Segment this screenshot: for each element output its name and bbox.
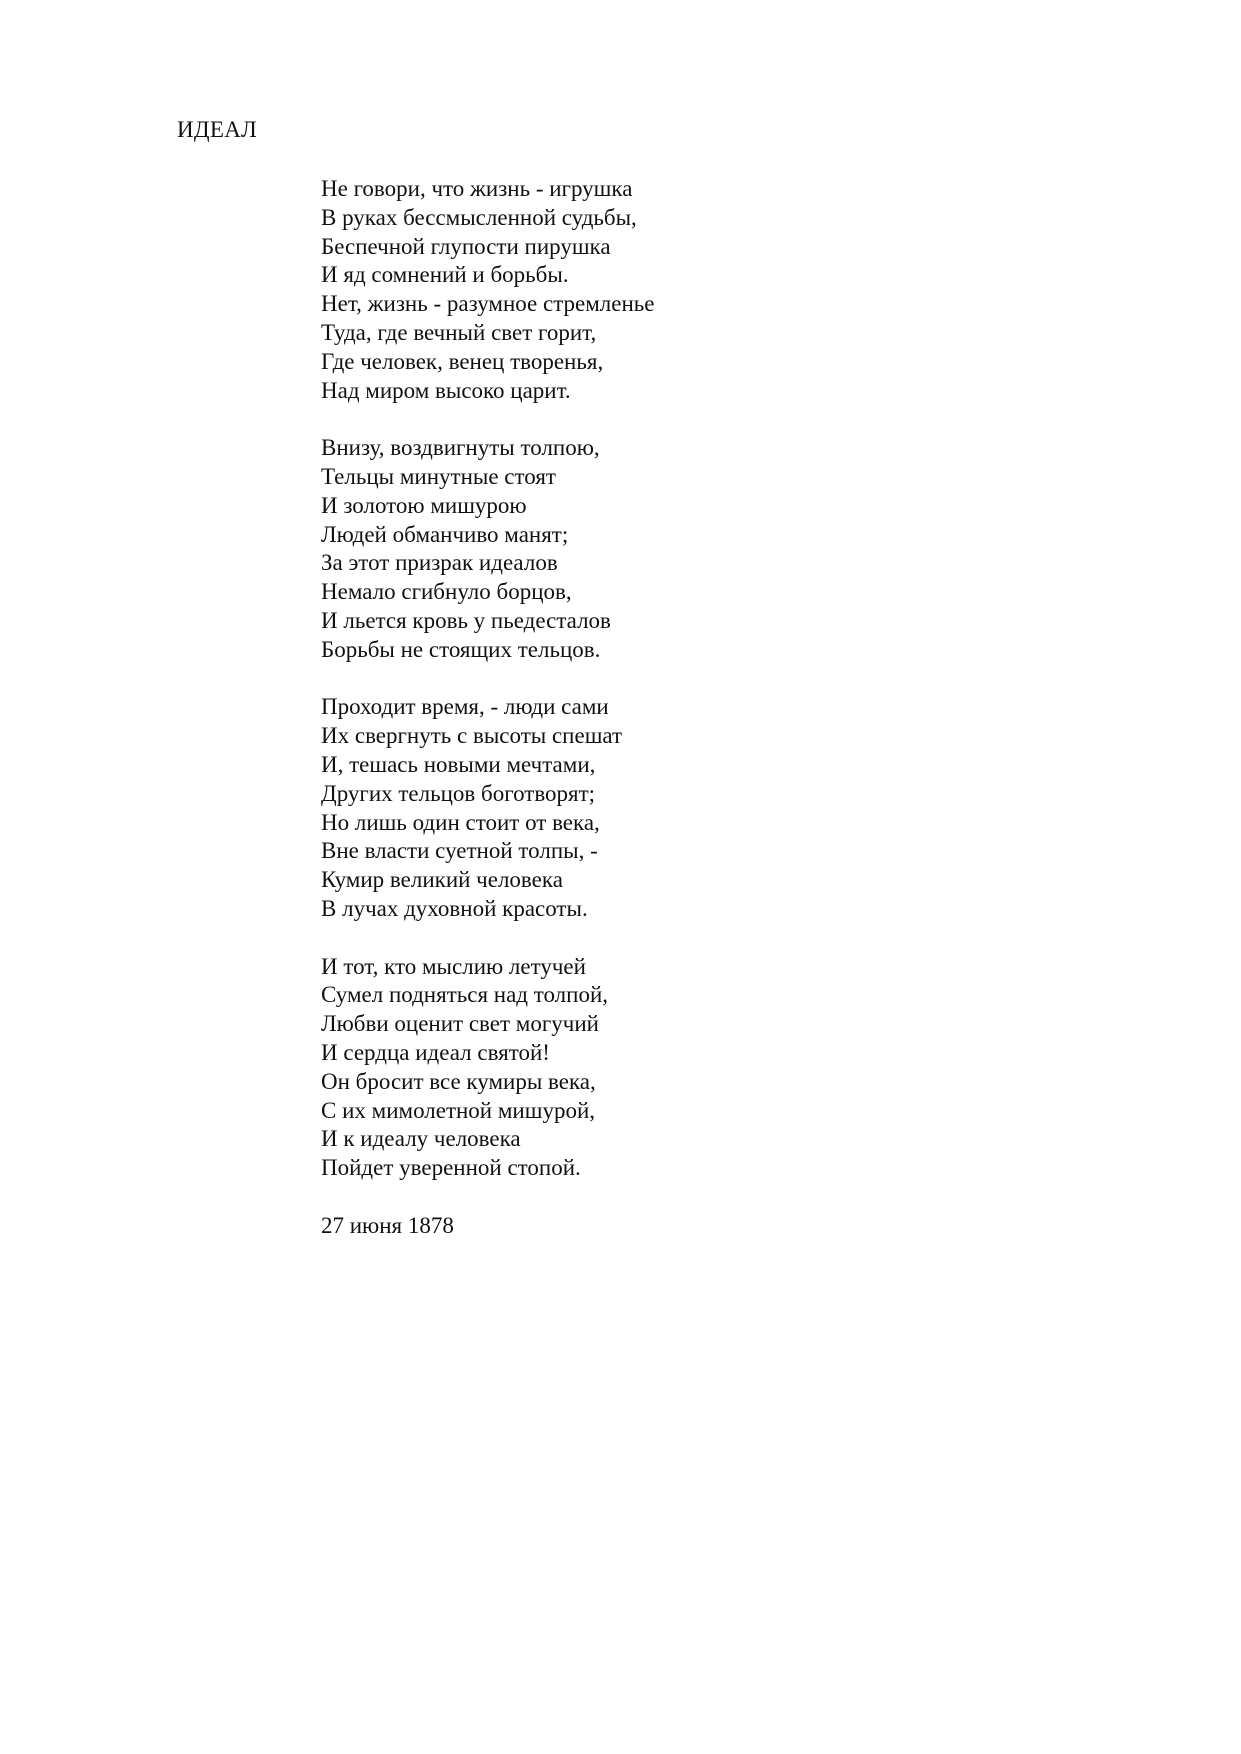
poem-line: С их мимолетной мишурой, [321, 1097, 596, 1123]
poem-body [321, 175, 1121, 1240]
poem-line: Пойдет уверенной стопой. [321, 1155, 581, 1181]
poem-line: Кумир великий человека [321, 867, 563, 893]
poem-line: Внизу, воздвигнуты толпою, [321, 435, 600, 461]
poem-line: Сумел подняться над толпой, [321, 982, 609, 1008]
poem-line: Где человек, венец творенья, [321, 348, 604, 374]
poem-line: Он бросит все кумиры века, [321, 1068, 596, 1094]
poem-line: Нет, жизнь - разумное стремленье [321, 291, 655, 317]
poem-line: И к идеалу человека [321, 1126, 521, 1152]
poem-line: Проходит время, - люди сами [321, 694, 609, 720]
poem-line: И тот, кто мыслию летучей [321, 953, 586, 979]
poem-title: ИДЕАЛ [177, 117, 258, 142]
poem-line: Других тельцов боготворят; [321, 780, 596, 806]
poem-date: 27 июня 1878 [321, 1212, 454, 1238]
poem-line: В лучах духовной красоты. [321, 895, 588, 921]
poem-line: Людей обманчиво манят; [321, 521, 569, 547]
poem-line: Беспечной глупости пирушка [321, 233, 611, 259]
poem-line: Их свергнуть с высоты спешат [321, 723, 623, 749]
stanza-2 [321, 434, 1121, 664]
poem-line: В руках бессмысленной судьбы, [321, 204, 637, 230]
poem-line: Но лишь один стоит от века, [321, 809, 600, 835]
poem-line: И золотою мишурою [321, 492, 527, 518]
poem-line: Туда, где вечный свет горит, [321, 319, 597, 345]
stanza-1 [321, 175, 1121, 405]
stanza-4 [321, 953, 1121, 1183]
poem-line: За этот призрак идеалов [321, 550, 558, 576]
poem-line: И льется кровь у пьедесталов [321, 607, 611, 633]
poem-line: И яд сомнений и борьбы. [321, 262, 569, 288]
poem-line: Над миром высоко царит. [321, 377, 571, 403]
poem-line: Любви оценит свет могучий [321, 1011, 599, 1037]
poem-line: Тельцы минутные стоят [321, 463, 556, 489]
stanza-3 [321, 693, 1121, 923]
poem-line: Вне власти суетной толпы, - [321, 838, 598, 864]
poem-line: И, тешась новыми мечтами, [321, 751, 596, 777]
poem-line: Немало сгибнуло борцов, [321, 579, 572, 605]
poem-line: Борьбы не стоящих тельцов. [321, 636, 601, 662]
poem-line: И сердца идеал святой! [321, 1039, 550, 1065]
poem-line: Не говори, что жизнь - игрушка [321, 176, 633, 201]
